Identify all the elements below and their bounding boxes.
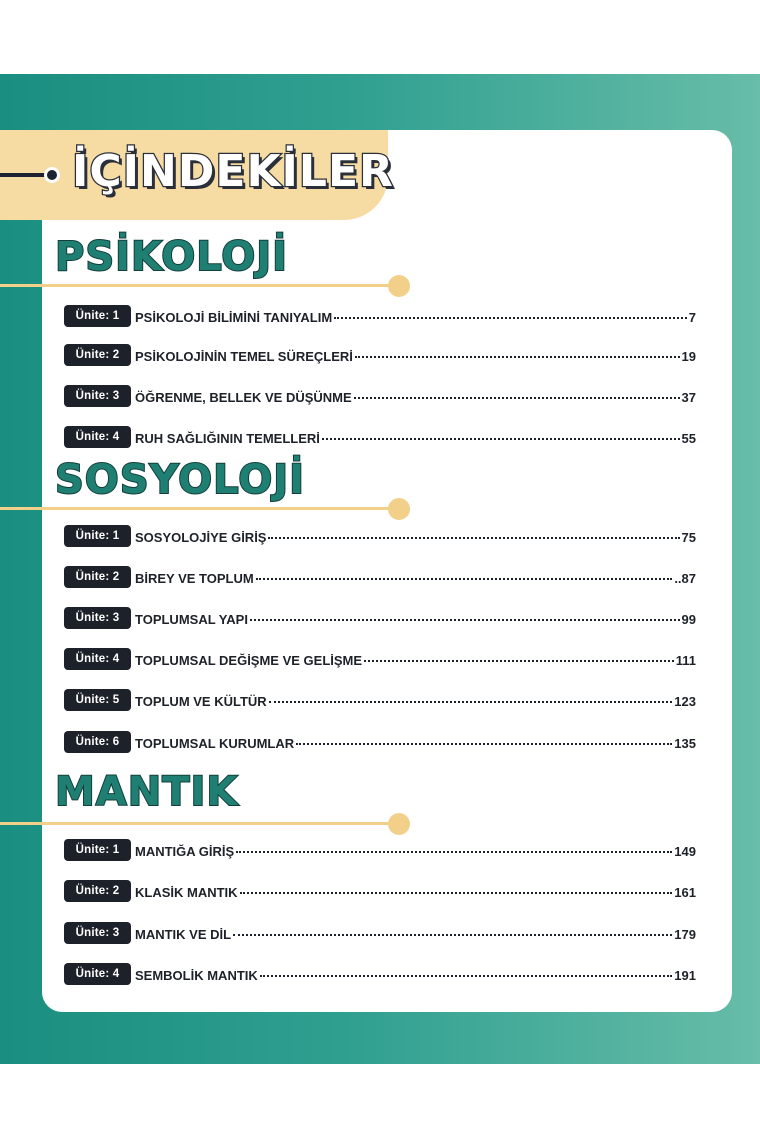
- page-title: İÇİNDEKİLER: [72, 146, 394, 197]
- unit-badge: Ünite: 2: [64, 566, 131, 588]
- toc-entry: [135, 966, 696, 983]
- section-title-mantik: MANTIK: [55, 769, 239, 815]
- unit-title: PSİKOLOJİNİN TEMEL SÜREÇLERİ: [135, 348, 353, 364]
- unit-title: TOPLUM VE KÜLTÜR: [135, 693, 267, 709]
- toc-row[interactable]: [64, 648, 696, 670]
- dot-leader: [233, 925, 672, 936]
- toc-row[interactable]: [64, 607, 696, 629]
- toc-row[interactable]: [64, 525, 696, 547]
- unit-badge: Ünite: 1: [64, 525, 131, 547]
- toc-row[interactable]: [64, 880, 696, 902]
- toc-row[interactable]: [64, 839, 696, 861]
- dot-leader: [250, 610, 680, 621]
- toc-row[interactable]: [64, 426, 696, 448]
- toc-entry: [135, 842, 696, 859]
- toc-row[interactable]: [64, 566, 696, 588]
- toc-entry: [135, 528, 696, 545]
- page-number: 111: [675, 652, 696, 668]
- unit-title: SEMBOLİK MANTIK: [135, 967, 258, 983]
- unit-title: MANTIĞA GİRİŞ: [135, 843, 235, 859]
- unit-title: RUH SAĞLIĞININ TEMELLERİ: [135, 430, 320, 446]
- unit-badge: Ünite: 5: [64, 689, 131, 711]
- page-number: 75: [681, 529, 696, 545]
- unit-title: TOPLUMSAL YAPI: [135, 611, 248, 627]
- toc-row[interactable]: [64, 963, 696, 985]
- page-number: 123: [674, 693, 696, 709]
- page-number: 149: [674, 843, 696, 859]
- unit-badge: Ünite: 3: [64, 922, 131, 944]
- page-number: 99: [681, 611, 696, 627]
- title-connector-line: [0, 173, 48, 177]
- unit-title: SOSYOLOJİYE GİRİŞ: [135, 529, 267, 545]
- section-divider-line: [0, 822, 392, 825]
- unit-badge: Ünite: 6: [64, 731, 131, 753]
- toc-row[interactable]: [64, 731, 696, 753]
- toc-row[interactable]: [64, 385, 696, 407]
- toc-entry: [135, 610, 696, 627]
- unit-title: TOPLUMSAL KURUMLAR: [135, 735, 295, 751]
- page-number: ..87: [674, 570, 696, 586]
- dot-leader: [240, 883, 673, 894]
- section-divider-dot-icon: [388, 813, 410, 835]
- toc-entry: [135, 883, 696, 900]
- page-number: 135: [674, 735, 696, 751]
- unit-title: KLASİK MANTIK: [135, 884, 238, 900]
- dot-leader: [296, 734, 672, 745]
- unit-title: ÖĞRENME, BELLEK VE DÜŞÜNME: [135, 389, 352, 405]
- unit-title: BİREY VE TOPLUM: [135, 570, 254, 586]
- page-number: 19: [681, 348, 696, 364]
- section-title-sosyoloji: SOSYOLOJİ: [55, 457, 305, 503]
- unit-badge: Ünite: 1: [64, 305, 131, 327]
- unit-badge: Ünite: 1: [64, 839, 131, 861]
- section-title-psikoloji: PSİKOLOJİ: [55, 234, 289, 280]
- toc-entry: [135, 651, 696, 668]
- toc-entry: [135, 388, 696, 405]
- unit-title: PSİKOLOJİ BİLİMİNİ TANIYALIM: [135, 309, 333, 325]
- dot-leader: [355, 347, 680, 358]
- dot-leader: [256, 569, 673, 580]
- unit-badge: Ünite: 2: [64, 880, 131, 902]
- unit-title: TOPLUMSAL DEĞİŞME VE GELİŞME: [135, 652, 363, 668]
- toc-entry: [135, 308, 696, 325]
- unit-badge: Ünite: 2: [64, 344, 131, 366]
- toc-entry: [135, 925, 696, 942]
- title-bullet-icon: [44, 167, 60, 183]
- toc-entry: [135, 429, 696, 446]
- section-divider-dot-icon: [388, 275, 410, 297]
- page-number: 55: [681, 430, 696, 446]
- unit-title: MANTIK VE DİL: [135, 926, 232, 942]
- section-divider-line: [0, 284, 392, 287]
- dot-leader: [269, 692, 673, 703]
- unit-badge: Ünite: 4: [64, 963, 131, 985]
- page-number: 37: [681, 389, 696, 405]
- dot-leader: [268, 528, 679, 539]
- unit-badge: Ünite: 3: [64, 385, 131, 407]
- toc-entry: [135, 692, 696, 709]
- section-divider-line: [0, 507, 392, 510]
- dot-leader: [236, 842, 672, 853]
- dot-leader: [322, 429, 680, 440]
- page-number: 161: [674, 884, 696, 900]
- dot-leader: [354, 388, 680, 399]
- toc-row[interactable]: [64, 344, 696, 366]
- page-number: 191: [674, 967, 696, 983]
- toc-row[interactable]: [64, 922, 696, 944]
- page-number: 7: [688, 309, 696, 325]
- unit-badge: Ünite: 4: [64, 648, 131, 670]
- page-number: 179: [674, 926, 696, 942]
- toc-row[interactable]: [64, 305, 696, 327]
- toc-entry: [135, 569, 696, 586]
- toc-entry: [135, 347, 696, 364]
- dot-leader: [364, 651, 674, 662]
- dot-leader: [334, 308, 687, 319]
- unit-badge: Ünite: 3: [64, 607, 131, 629]
- toc-entry: [135, 734, 696, 751]
- dot-leader: [260, 966, 673, 977]
- section-divider-dot-icon: [388, 498, 410, 520]
- unit-badge: Ünite: 4: [64, 426, 131, 448]
- toc-row[interactable]: [64, 689, 696, 711]
